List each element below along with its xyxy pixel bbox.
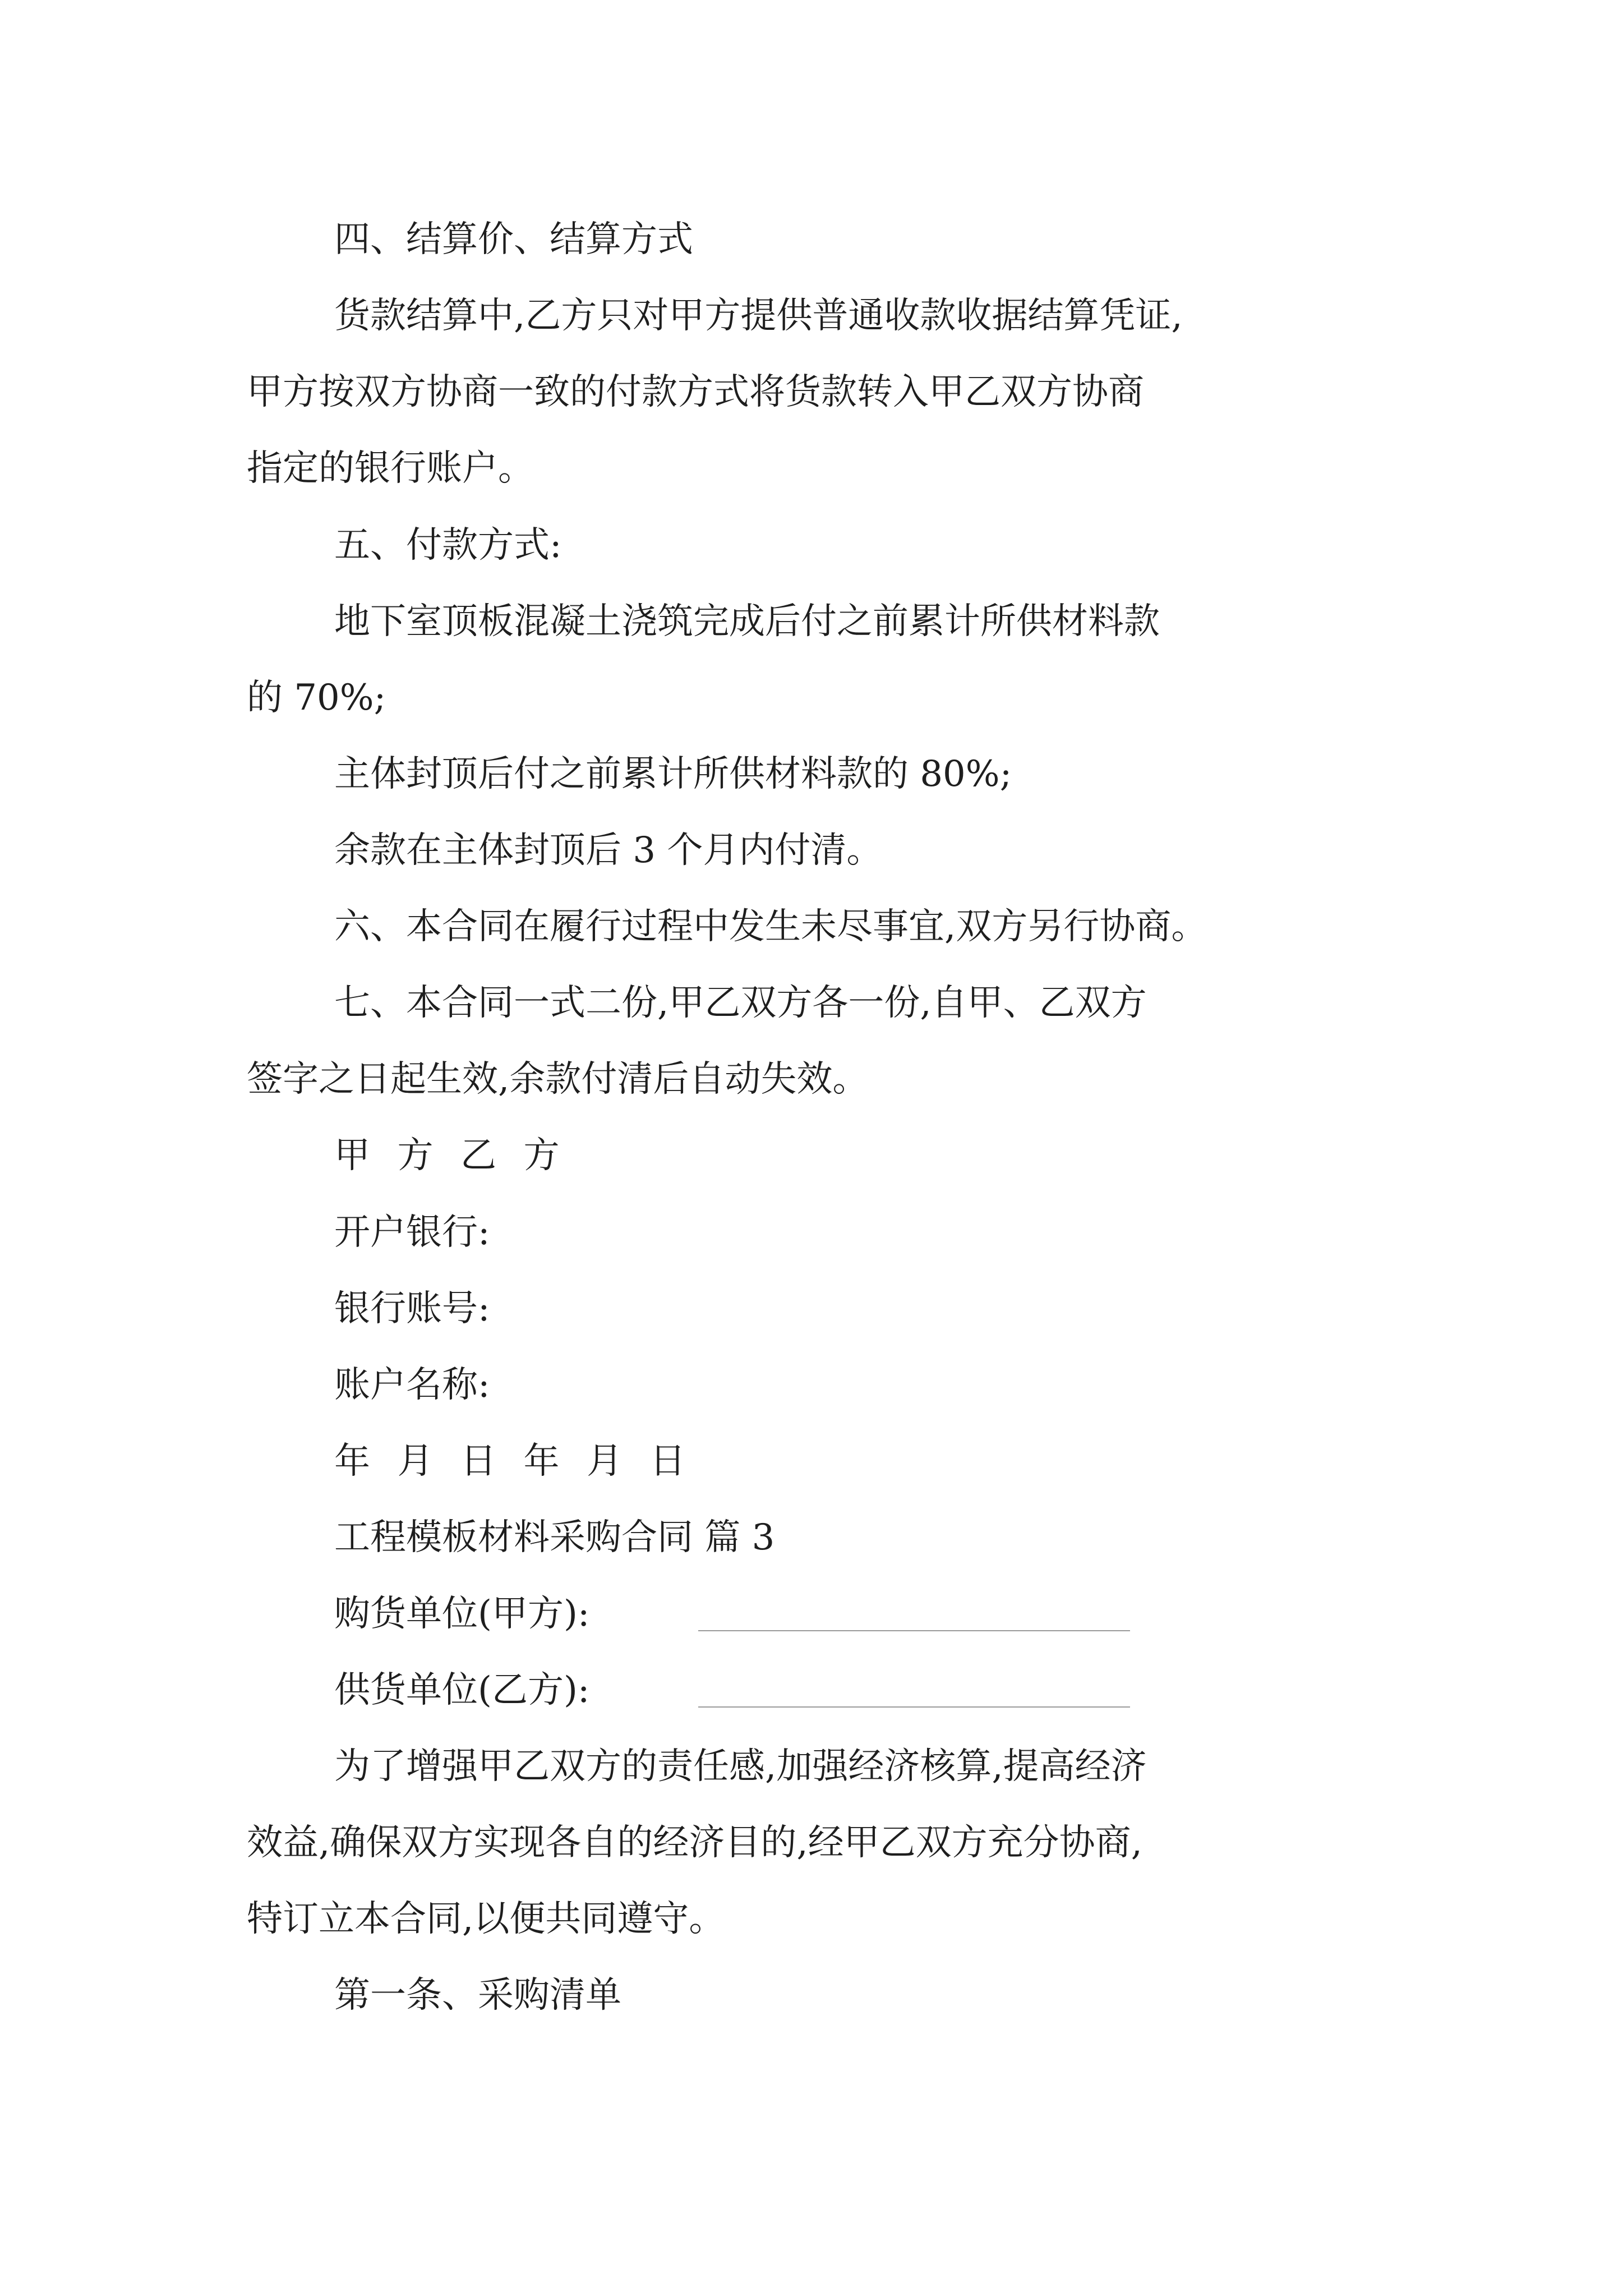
parties-line: 甲 方 乙 方 <box>334 1135 568 1176</box>
buyer-label: 购货单位(甲方): <box>334 1593 590 1635</box>
paragraph-line: 主体封顶后付之前累计所供材料款的 80%; <box>334 753 1012 795</box>
paragraph-line: 指定的银行账户。 <box>247 448 534 489</box>
paragraph-line: 的 70%; <box>247 677 386 719</box>
buyer-blank-line <box>698 1630 1130 1631</box>
paragraph-line: 效益,确保双方实现各自的经济目的,经甲乙双方充分协商, <box>247 1822 1143 1864</box>
paragraph-line: 地下室顶板混凝土浇筑完成后付之前累计所供材料款 <box>334 601 1160 642</box>
paragraph-line: 为了增强甲乙双方的责任感,加强经济核算,提高经济 <box>334 1746 1147 1787</box>
section-4-heading: 四、结算价、结算方式 <box>334 219 693 260</box>
contract-title: 工程模板材料采购合同 篇 3 <box>334 1517 775 1558</box>
supplier-label: 供货单位(乙方): <box>334 1669 590 1711</box>
paragraph-line: 特订立本合同,以便共同遵守。 <box>247 1898 725 1940</box>
article-1-heading: 第一条、采购清单 <box>334 1975 621 2016</box>
section-7-text: 七、本合同一式二份,甲乙双方各一份,自甲、乙双方 <box>334 982 1147 1024</box>
section-5-heading: 五、付款方式: <box>334 524 562 566</box>
account-name-label: 账户名称: <box>334 1364 490 1406</box>
paragraph-line: 余款在主体封顶后 3 个月内付清。 <box>334 830 883 871</box>
bank-label: 开户银行: <box>334 1212 490 1253</box>
paragraph-line: 甲方按双方协商一致的付款方式将货款转入甲乙双方协商 <box>247 371 1144 413</box>
account-number-label: 银行账号: <box>334 1288 490 1329</box>
paragraph-line: 签字之日起生效,余款付清后自动失效。 <box>247 1059 869 1100</box>
section-6-text: 六、本合同在履行过程中发生未尽事宜,双方另行协商。 <box>334 906 1207 947</box>
date-line: 年 月 日 年 月 日 <box>334 1441 694 1482</box>
supplier-blank-line <box>698 1706 1130 1708</box>
paragraph-line: 货款结算中,乙方只对甲方提供普通收款收据结算凭证, <box>334 295 1183 337</box>
